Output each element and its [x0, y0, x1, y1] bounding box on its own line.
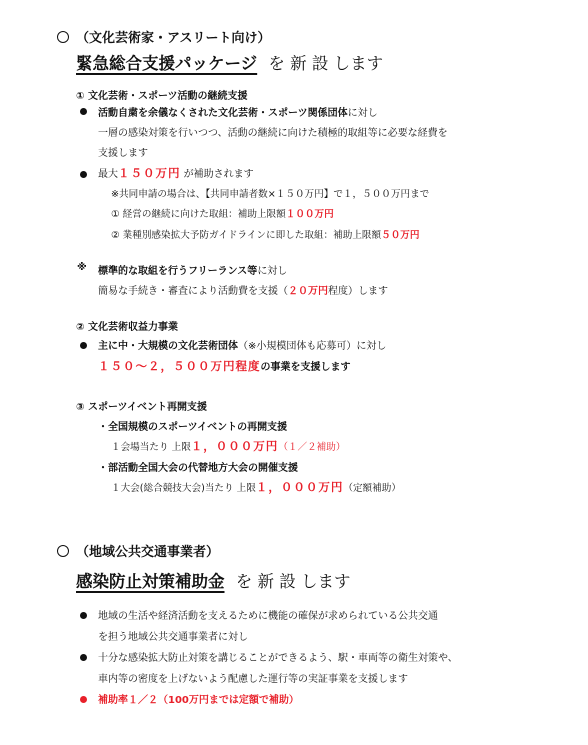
item1-bullet1-line2: 一層の感染対策を行いつつ、活動の継続に向けた積極的取組等に必要な経費を [98, 128, 448, 139]
item3-sub1-ratio: （１／２補助） [278, 442, 346, 453]
item3-sub2-title: ・部活動全国大会の代替地方大会の開催支援 [98, 463, 298, 474]
freelance-line2 [98, 282, 388, 297]
freelance-line1 [98, 262, 287, 277]
item1-bullet2 [98, 165, 254, 181]
freelance-line2-amount: ２０万円 [288, 286, 328, 297]
item1-bullet2-amount: １５０万円 [118, 166, 181, 180]
item1-heading: ① 文化芸術・スポーツ活動の継続支援 [76, 91, 248, 102]
item2-bullet [98, 337, 386, 352]
section2-bullet3: 補助率１／２（100万円までは定額で補助） [98, 695, 299, 706]
item1-bullet2-post: が補助されます [180, 169, 254, 180]
item3-sub1-title: ・全国規模のスポーツイベントの再開支援 [98, 422, 288, 433]
item3-heading: ③ スポーツイベント再開支援 [76, 402, 208, 413]
section2-bullet1-line2: を担う地域公共交通事業者に対し [98, 632, 248, 643]
freelance-rest: に対し [257, 266, 288, 277]
section1-headline-main: 緊急総合支援パッケージ [76, 54, 258, 73]
item1-sub2 [111, 227, 419, 241]
item3-sub1-detail [111, 438, 345, 454]
freelance-bold: 標準的な取組を行うフリーランス等 [98, 266, 258, 277]
section1-headline [76, 50, 383, 74]
item2-range-amount: １５０～２，５００万円程度 [98, 359, 261, 373]
item1-sub1 [111, 206, 334, 220]
item2-range-post: の事業を支援します [260, 362, 351, 373]
section2-title: （地域公共交通事業者） [76, 545, 220, 560]
item1-bullet2-pre: 最大 [98, 169, 118, 180]
section1-title: （文化芸術家・アスリート向け） [76, 31, 271, 46]
section1-circle-icon [57, 31, 69, 43]
item3-sub2-post: （定額補助） [343, 483, 401, 494]
freelance-line2-pre: 簡易な手続き・審査により活動費を支援（ [98, 286, 288, 297]
item1-bullet1-bold: 活動自粛を余儀なくされた文化芸術・スポーツ関係団体 [98, 108, 348, 119]
bullet-icon [80, 108, 87, 115]
bullet-icon [80, 654, 87, 661]
section2-circle-icon [57, 545, 69, 557]
freelance-mark: ※ [77, 262, 87, 273]
bullet-icon [80, 342, 87, 349]
section2-headline-main: 感染防止対策補助金 [76, 572, 225, 591]
item3-sub1-pre: １会場当たり 上限 [111, 442, 191, 453]
section2-bullet2-line1: 十分な感染拡大防止対策を講じることができるよう、駅・車両等の衛生対策や、 [98, 653, 458, 664]
item1-bullet1-rest: に対し [347, 108, 378, 119]
item1-sub1-text: ① 経営の継続に向けた取組：補助上限額 [111, 209, 286, 220]
item1-bullet1-line1 [98, 104, 378, 119]
item3-sub2-pre: １大会(総合競技大会)当たり 上限 [111, 483, 256, 494]
freelance-line2-post: 程度）します [328, 286, 388, 297]
item3-sub2-detail [111, 479, 401, 495]
section1-headline-suffix: を 新 設 します [268, 54, 384, 73]
item2-heading: ② 文化芸術収益力事業 [76, 322, 178, 333]
item1-sub2-amount: ５０万円 [381, 230, 420, 241]
item1-bullet1-line3: 支援します [98, 148, 148, 159]
bullet-icon [80, 612, 87, 619]
red-bullet-icon [80, 696, 87, 703]
item2-bullet-bold: 主に中・大規模の文化芸術団体 [98, 341, 238, 352]
section2-bullet2-line2: 車内等の密度を上げないよう配慮した運行等の実証事業を支援します [98, 674, 408, 685]
item1-sub2-text: ② 業種別感染拡大予防ガイドラインに即した取組：補助上限額 [111, 230, 382, 241]
item2-bullet-rest: （※小規模団体も応募可）に対し [238, 341, 387, 352]
item1-sub1-amount: １００万円 [285, 209, 334, 220]
bullet-icon [80, 171, 87, 178]
section2-headline-suffix: を 新 設 します [235, 572, 351, 591]
item1-joint-note: ※共同申請の場合は、【共同申請者数×１５０万円】で１，５００万円まで [111, 189, 430, 200]
item3-sub1-amount: １，０００万円 [190, 439, 279, 453]
item3-sub2-amount: １，０００万円 [255, 480, 344, 494]
section2-headline [76, 568, 351, 592]
section2-bullet1-line1: 地域の生活や経済活動を支えるために機能の確保が求められている公共交通 [98, 611, 438, 622]
item2-range [98, 358, 351, 374]
